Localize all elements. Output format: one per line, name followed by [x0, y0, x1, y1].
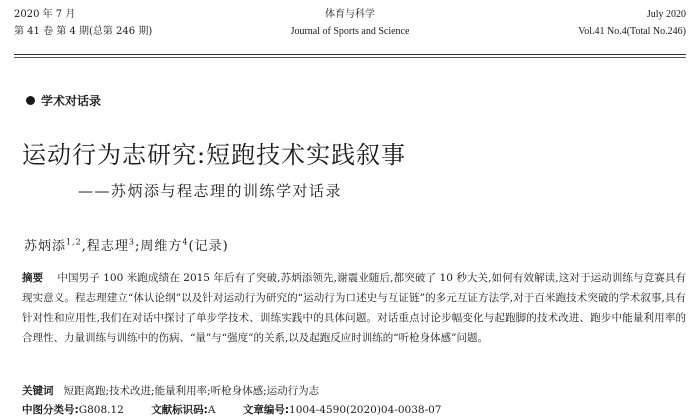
- article-number: 文章编号:1004-4590(2020)04-0038-07: [242, 404, 442, 416]
- abstract-label: 摘要: [22, 272, 44, 284]
- header-right: [578, 6, 686, 40]
- author-affiliation-mark: 3: [128, 237, 135, 247]
- abstract-text: 中国男子 100 米跑成绩在 2015 年后有了突破,苏炳添领先,谢震业随后,都突破了 10 秒大关,如何有效解读,这对于运动训练与竞赛具有现实意义。程志理建立“体认论纲”以及针对运动行为研究的“运动行为口述史与互证链”的多元互证方法学,对于百米跑技术突破的学术叙事,具有针对性和应用性,我们在对话中探讨了单步学技术、训练实践中的具体问题。对话重点讨论步幅变化与起跑脚的技术改进、跑步中能量利用率的合理性、力量训练与训练中的伤病、“量”与“强度”的关系,以及起跑反应时训练的“听枪身体感”问题。: [22, 272, 686, 344]
- author-line: 苏炳添$^{1,2}$,程志理$^3$;周维方$^4$(记录): [24, 237, 229, 254]
- bullet-icon: [26, 96, 35, 105]
- author-role: (记录): [188, 239, 229, 254]
- section-title: 学术对话录: [41, 94, 102, 108]
- author-name: 苏炳添: [24, 239, 67, 254]
- journal-name-cn: 体育与科学: [325, 9, 375, 20]
- article-subtitle: ——苏炳添与程志理的训练学对话录: [78, 182, 343, 200]
- article-title: 运动行为志研究:短跑技术实践叙事: [22, 141, 407, 169]
- section-label: [26, 92, 101, 109]
- keywords-text: 短距离跑;技术改进;能量利用率;听枪身体感;运动行为志: [63, 385, 320, 397]
- header-volume-en: Vol.41 No.4(Total No.246): [578, 26, 686, 37]
- author-affiliation-mark: 4: [182, 237, 189, 247]
- author-name: 周维方: [140, 239, 183, 254]
- journal-name-en: Journal of Sports and Science: [290, 26, 410, 37]
- keywords-label: 关键词: [22, 385, 54, 397]
- author-affiliation-mark: 1,2: [66, 237, 82, 247]
- document-code: 文献标识码:A: [151, 404, 216, 416]
- author-name: 程志理: [86, 239, 129, 254]
- abstract: [22, 268, 686, 348]
- header-rule-thin: [14, 57, 686, 58]
- clc-number: 中图分类号:G808.12: [22, 404, 124, 416]
- running-header: [14, 6, 686, 48]
- header-volume-cn: 第 41 卷 第 4 期(总第 246 期): [14, 26, 153, 37]
- article-meta: [22, 402, 465, 417]
- header-date-cn: 2020 年 7 月: [14, 9, 76, 20]
- header-rule: [14, 54, 686, 55]
- keywords: [22, 383, 319, 398]
- header-date-en: July 2020: [646, 9, 686, 20]
